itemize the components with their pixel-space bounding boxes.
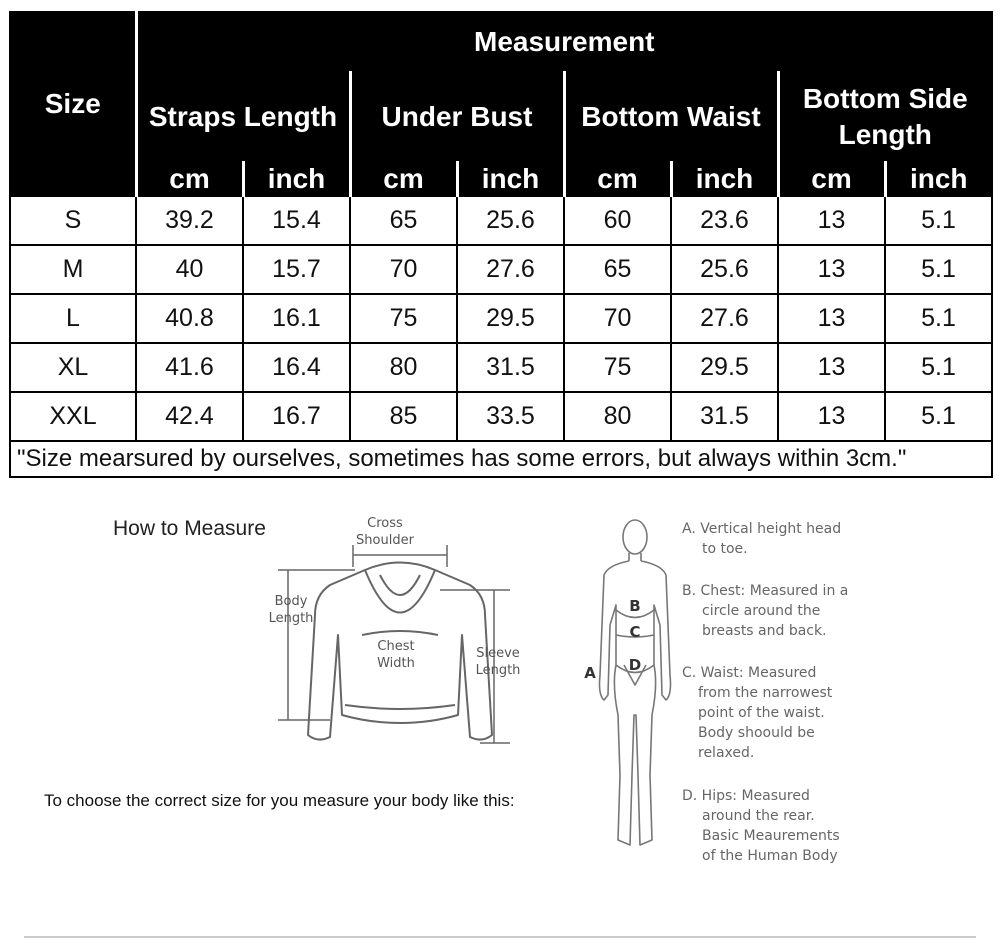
how-to-measure-section <box>0 495 1000 925</box>
value-cell: 25.6 <box>671 245 778 294</box>
unit-header: inch <box>671 162 778 196</box>
how-to-measure-title: How to Measure <box>113 517 266 540</box>
measure-legend-b: B. Chest: Measured in a circle around the breasts and back. <box>682 583 849 639</box>
body-letter-d: D <box>628 656 642 674</box>
value-cell: 40 <box>136 245 243 294</box>
measure-legend-a: A. Vertical height head to toe. <box>682 521 842 557</box>
unit-header: cm <box>564 162 671 196</box>
value-cell: 65 <box>564 245 671 294</box>
unit-header: cm <box>778 162 885 196</box>
value-cell: 23.6 <box>671 196 778 245</box>
value-cell: 65 <box>350 196 457 245</box>
value-cell: 15.7 <box>243 245 350 294</box>
size-cell: XL <box>10 343 136 392</box>
value-cell: 85 <box>350 392 457 441</box>
value-cell: 5.1 <box>885 196 992 245</box>
value-cell: 33.5 <box>457 392 564 441</box>
value-cell: 60 <box>564 196 671 245</box>
value-cell: 70 <box>350 245 457 294</box>
value-cell: 16.1 <box>243 294 350 343</box>
value-cell: 27.6 <box>671 294 778 343</box>
size-chart-table <box>9 11 993 478</box>
bottom-divider <box>24 936 976 938</box>
size-error-note: "Size mearsured by ourselves, sometimes has some errors, but always within 3cm." <box>10 441 992 477</box>
value-cell: 31.5 <box>671 392 778 441</box>
body-letter-a: A <box>584 664 596 682</box>
chest-width-label: Chest Width <box>377 639 415 671</box>
table-row <box>10 343 992 392</box>
table-row <box>10 392 992 441</box>
size-cell: XXL <box>10 392 136 441</box>
size-cell: L <box>10 294 136 343</box>
cross-shoulder-label: Cross Shoulder <box>356 516 414 548</box>
value-cell: 29.5 <box>457 294 564 343</box>
value-cell: 27.6 <box>457 245 564 294</box>
value-cell: 42.4 <box>136 392 243 441</box>
unit-header: cm <box>136 162 243 196</box>
value-cell: 13 <box>778 196 885 245</box>
group-header-straps-length: Straps Length <box>136 72 350 162</box>
value-cell: 41.6 <box>136 343 243 392</box>
sleeve-length-label: Sleeve Length <box>475 646 521 678</box>
value-cell: 75 <box>350 294 457 343</box>
table-row <box>10 245 992 294</box>
value-cell: 31.5 <box>457 343 564 392</box>
value-cell: 40.8 <box>136 294 243 343</box>
value-cell: 70 <box>564 294 671 343</box>
value-cell: 39.2 <box>136 196 243 245</box>
body-length-label: Body Length <box>268 594 314 626</box>
value-cell: 29.5 <box>671 343 778 392</box>
measure-legend-d: D. Hips: Measured around the rear. Basic Meaurements of the Human Body <box>682 788 840 864</box>
value-cell: 5.1 <box>885 245 992 294</box>
measurement-header: Measurement <box>136 12 992 72</box>
measure-legend-c: C. Waist: Measured from the narrowest point of the waist. Body shoould be relaxed. <box>682 665 833 761</box>
value-cell: 80 <box>564 392 671 441</box>
group-header-bottom-side-length: Bottom Side Length <box>778 72 992 162</box>
value-cell: 13 <box>778 294 885 343</box>
table-row <box>10 196 992 245</box>
value-cell: 15.4 <box>243 196 350 245</box>
size-column-header: Size <box>10 12 136 196</box>
value-cell: 13 <box>778 343 885 392</box>
value-cell: 13 <box>778 245 885 294</box>
size-cell: S <box>10 196 136 245</box>
group-header-under-bust: Under Bust <box>350 72 564 162</box>
value-cell: 16.7 <box>243 392 350 441</box>
body-letter-c: C <box>629 623 641 641</box>
group-header-bottom-waist: Bottom Waist <box>564 72 778 162</box>
sweater-measure-diagram-icon <box>270 515 530 755</box>
human-body-diagram-icon <box>590 515 680 855</box>
value-cell: 25.6 <box>457 196 564 245</box>
value-cell: 5.1 <box>885 392 992 441</box>
body-letter-b: B <box>629 597 641 615</box>
value-cell: 75 <box>564 343 671 392</box>
size-cell: M <box>10 245 136 294</box>
value-cell: 80 <box>350 343 457 392</box>
choose-size-instruction: To choose the correct size for you measure your body like this: <box>44 791 515 810</box>
value-cell: 5.1 <box>885 294 992 343</box>
value-cell: 5.1 <box>885 343 992 392</box>
unit-header: inch <box>457 162 564 196</box>
unit-header: cm <box>350 162 457 196</box>
table-row <box>10 294 992 343</box>
unit-header: inch <box>243 162 350 196</box>
unit-header: inch <box>885 162 992 196</box>
value-cell: 16.4 <box>243 343 350 392</box>
value-cell: 13 <box>778 392 885 441</box>
